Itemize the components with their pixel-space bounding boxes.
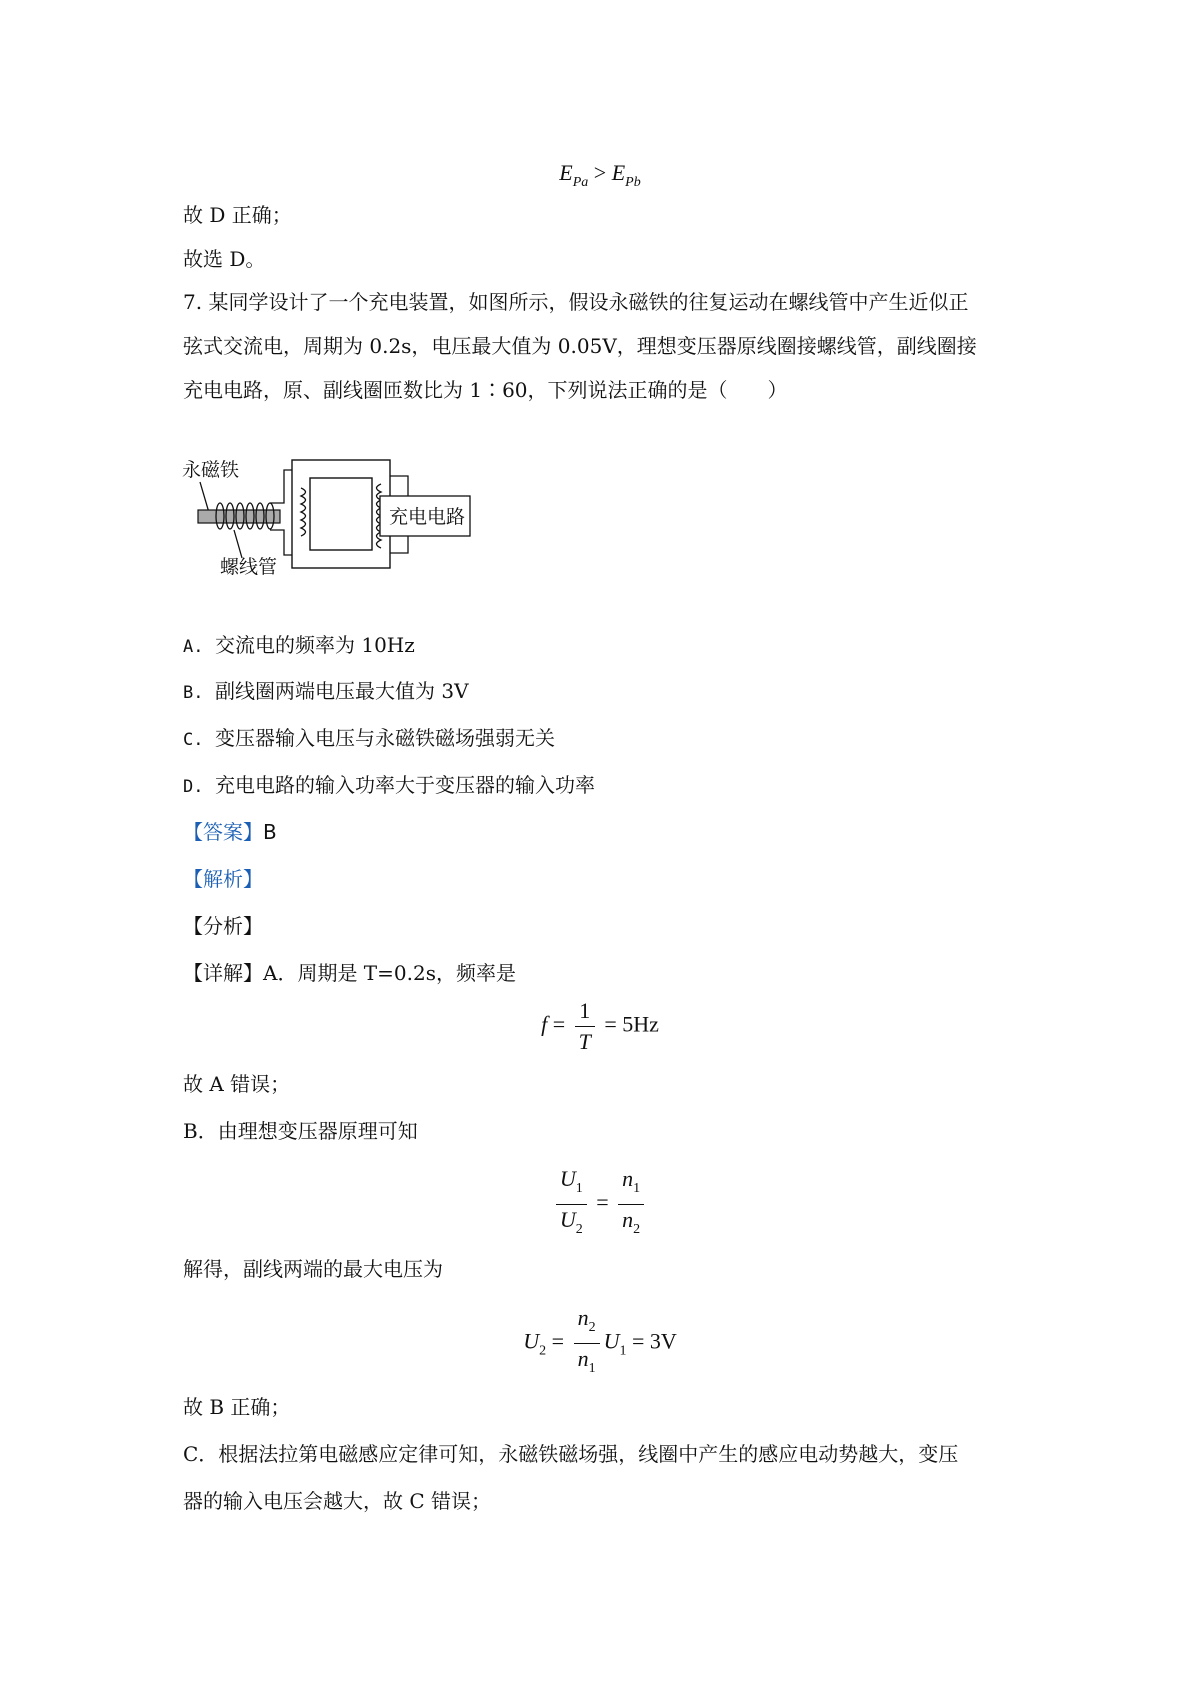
eq-f-rhs: = 5Hz [598,1011,659,1037]
eq-f-equals: = [547,1011,571,1037]
text-a-wrong: 故 A 错误； [183,1072,291,1096]
charging-circuit-label: 充电电路 [389,506,466,528]
transformer-core-outer [292,460,390,568]
eq-op: > [588,160,612,185]
detail-a-text: A．周期是 T=0.2s，频率是 [263,961,516,985]
text-d-correct: 故 D 正确； [183,203,292,227]
magnet-label: 永磁铁 [182,459,240,481]
detail-label: 【详解】 [183,961,263,985]
analysis-label: 【解析】 [183,867,263,891]
question-7-line-1: 7. 某同学设计了一个充电装置，如图所示，假设永磁铁的往复运动在螺线管中产生近似正 [183,290,969,314]
option-b [183,677,469,707]
eq-u2-u1-sub: 1 [619,1343,627,1359]
question-7-line-2: 弦式交流电，周期为 0.2s，电压最大值为 0.05V，理想变压器原线圈接螺线管，副线圈接 [183,334,977,358]
eq-u2-lhs-sub: 2 [539,1343,547,1359]
question-7-line-3: 充电电路，原、副线圈匝数比为 1∶60，下列说法正确的是（ ） [183,378,788,402]
eq-ratio-u1-sub: 1 [575,1181,583,1196]
primary-wire-top [270,470,292,503]
option-b-letter: B. [183,683,204,703]
option-b-text: 副线圈两端电压最大值为 3V [215,679,469,703]
equation-frequency [0,998,1200,1055]
option-d-text: 充电电路的输入功率大于变压器的输入功率 [215,773,595,797]
eq-f-lhs: f [541,1011,548,1037]
eq-u2-u1: U [603,1328,620,1354]
primary-winding [301,488,306,536]
text-b-solve: 解得，副线两端的最大电压为 [183,1257,443,1281]
charging-device-diagram [180,448,520,578]
option-c-text: 变压器输入电压与永磁铁磁场强弱无关 [215,726,555,750]
fenxi-label: 【分析】 [183,914,263,938]
option-a [183,631,415,661]
eq-lhs: E [559,160,573,185]
eq-u2-n2-sub: 2 [588,1320,596,1335]
option-d [183,771,595,801]
option-a-letter: A. [183,637,204,657]
eq-u2-rhs: = 3V [626,1328,677,1354]
detail-a-line [183,959,516,987]
eq-u2-equals: = [546,1328,570,1354]
eq-ratio-n1-sub: 1 [633,1181,641,1196]
text-c-line-1: C．根据法拉第电磁感应定律可知，永磁铁磁场强，线圈中产生的感应电动势越大，变压 [183,1442,959,1466]
answer-label: 【答案】 [183,820,263,844]
answer-value: B [263,820,277,844]
solenoid-label: 螺线管 [220,556,278,578]
text-b-principle: B．由理想变压器原理可知 [183,1119,418,1143]
magnet-bar [198,510,280,523]
eq-f-den: T [578,1029,591,1054]
answer-line [183,818,277,846]
equation-turns-ratio [0,1166,1200,1243]
eq-ratio-equals: = [590,1189,615,1215]
solenoid-pointer [234,530,242,558]
option-c [183,724,555,754]
eq-ratio-right [618,1166,644,1243]
equation-u2 [0,1305,1200,1382]
eq-rhs-sub: Pb [625,175,641,190]
option-d-letter: D. [183,777,204,797]
eq-u2-lhs: U [523,1328,540,1354]
eq-u2-n1: n [577,1346,589,1371]
option-a-text: 交流电的频率为 10Hz [215,633,415,657]
eq-ratio-u2: U [559,1207,576,1232]
eq-ratio-left [556,1166,587,1243]
eq-lhs-sub: Pa [572,175,589,190]
eq-ratio-n1: n [622,1166,634,1191]
eq-u2-n1-sub: 1 [588,1361,596,1376]
eq-f-num: 1 [575,998,595,1027]
eq-ratio-n2: n [622,1207,634,1232]
eq-rhs: E [611,160,626,185]
option-c-letter: C. [183,730,204,750]
primary-wire-bottom [270,530,292,555]
eq-ratio-n2-sub: 2 [633,1222,641,1237]
eq-u2-n2: n [577,1305,589,1330]
transformer-core-inner [310,478,372,550]
eq-ratio-u1: U [559,1166,576,1191]
eq-f-fraction [575,998,595,1055]
eq-u2-fraction [574,1305,600,1382]
eq-ratio-u2-sub: 2 [575,1222,583,1237]
text-c-line-2: 器的输入电压会越大，故 C 错误； [183,1489,492,1513]
equation-energy-compare [0,160,1200,191]
text-b-correct: 故 B 正确； [183,1395,291,1419]
text-choose-d: 故选 D。 [183,247,266,271]
